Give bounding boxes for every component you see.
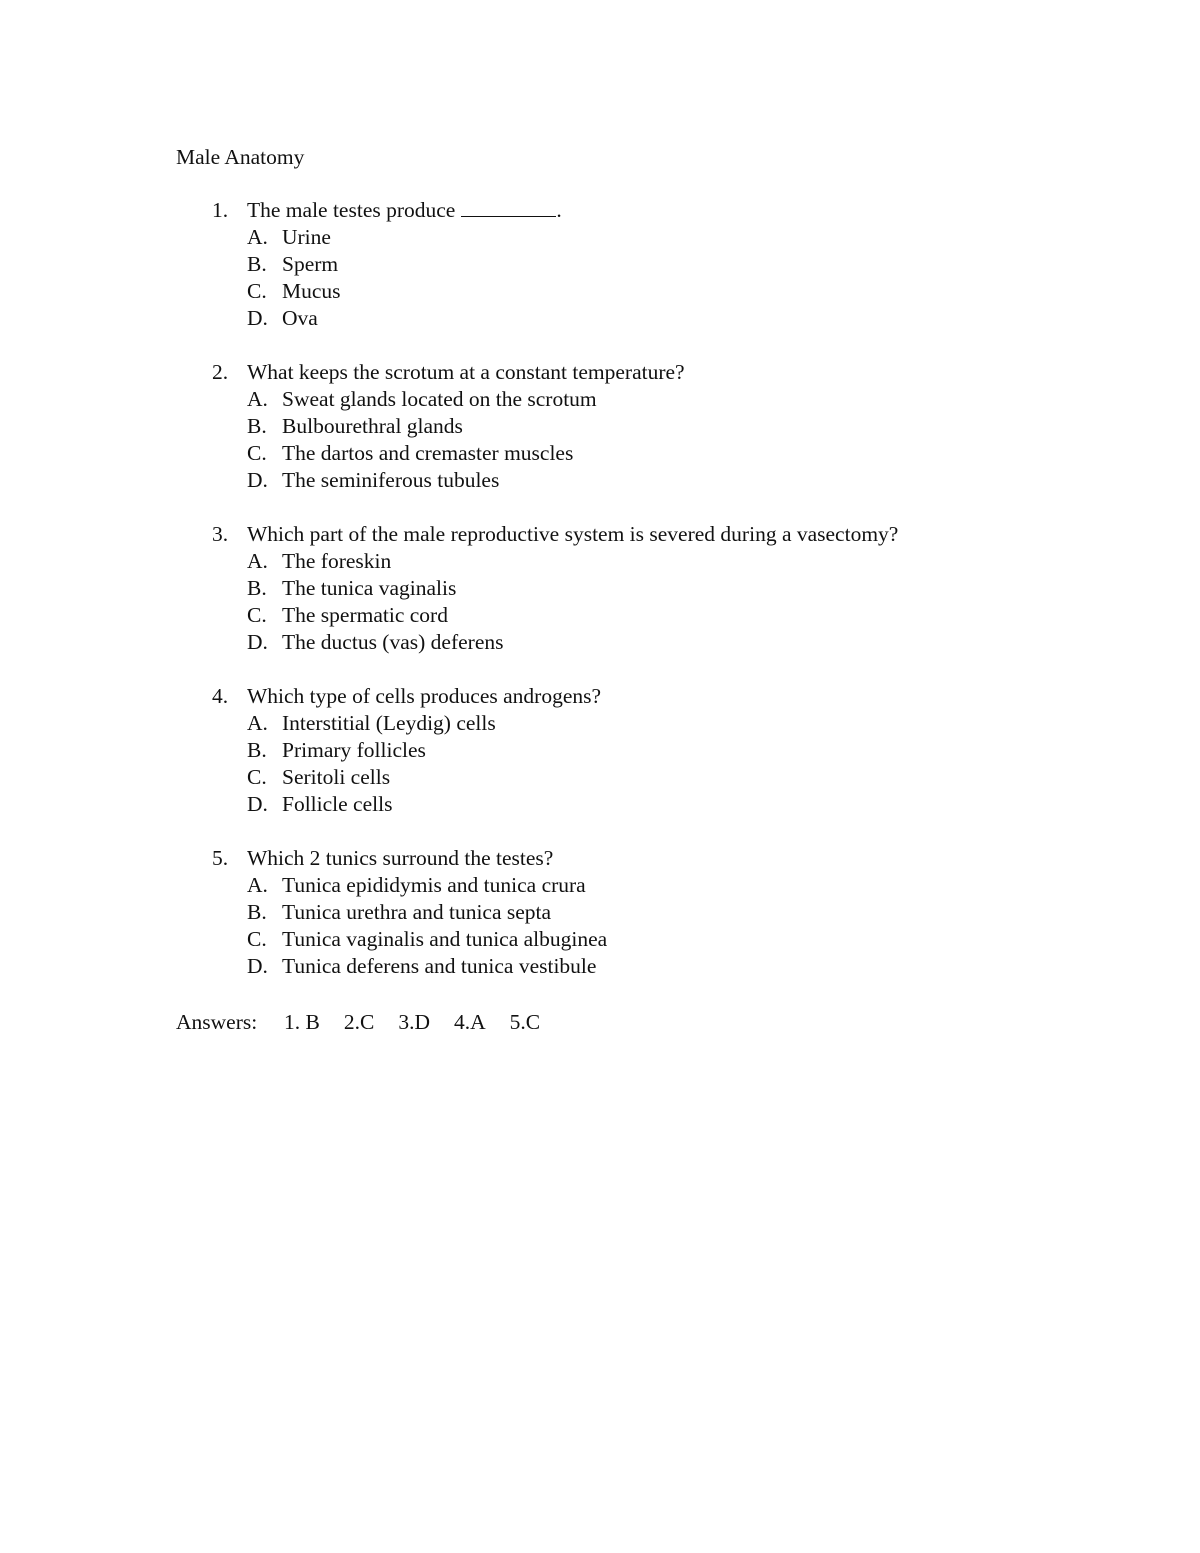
option-text: Ova [282, 306, 318, 330]
question-stem [176, 359, 1076, 386]
option-text: The ductus (vas) deferens [282, 630, 504, 654]
answer-option [176, 791, 1076, 818]
option-text: Follicle cells [282, 792, 393, 816]
question-stem [176, 683, 1076, 710]
answer-option [176, 710, 1076, 737]
question-number: 3. [212, 522, 229, 546]
option-letter: D. [247, 468, 268, 492]
option-letter: B. [247, 900, 267, 924]
answer-option [176, 764, 1076, 791]
option-letter: D. [247, 954, 268, 978]
option-text: The foreskin [282, 549, 392, 573]
fill-in-blank-line [461, 198, 556, 217]
answer-option [176, 548, 1076, 575]
answer-option [176, 386, 1076, 413]
option-text: Sperm [282, 252, 339, 276]
answer-option [176, 602, 1076, 629]
question-text-wrap [247, 197, 562, 224]
question-item [176, 683, 1076, 818]
question-number: 4. [212, 684, 229, 708]
option-letter: D. [247, 792, 268, 816]
question-text-wrap [247, 521, 898, 548]
question-text: Which part of the male reproductive system is severed during a vasectomy? [247, 522, 899, 546]
question-stem [176, 521, 1076, 548]
option-letter: D. [247, 630, 268, 654]
option-letter: A. [247, 711, 268, 735]
answer-option [176, 440, 1076, 467]
answer-option [176, 926, 1076, 953]
question-text: Which type of cells produces androgens? [247, 684, 602, 708]
question-text-wrap [247, 845, 553, 872]
answer-option [176, 305, 1076, 332]
question-item [176, 197, 1076, 332]
option-text: Tunica epididymis and tunica crura [282, 873, 586, 897]
question-item [176, 359, 1076, 494]
option-letter: A. [247, 549, 268, 573]
question-text-wrap [247, 359, 685, 386]
question-number: 5. [212, 846, 229, 870]
answer-item: 5.C [509, 1010, 541, 1034]
option-text: Urine [282, 225, 331, 249]
answer-option [176, 737, 1076, 764]
option-text: Mucus [282, 279, 341, 303]
option-text: Tunica vaginalis and tunica albuginea [282, 927, 608, 951]
option-letter: B. [247, 252, 267, 276]
answer-option [176, 899, 1076, 926]
question-stem [176, 197, 1076, 224]
answer-item: 3.D [398, 1010, 430, 1034]
answer-key [176, 1009, 564, 1036]
question-text: Which 2 tunics surround the testes? [247, 846, 554, 870]
question-item [176, 845, 1076, 980]
option-letter: C. [247, 927, 267, 951]
answer-item: 4.A [453, 1010, 486, 1034]
option-letter: B. [247, 414, 267, 438]
answer-option [176, 872, 1076, 899]
option-text: The tunica vaginalis [282, 576, 457, 600]
answer-option [176, 224, 1076, 251]
question-text: The male testes produce [247, 198, 456, 222]
option-text: The dartos and cremaster muscles [282, 441, 574, 465]
option-letter: A. [247, 225, 268, 249]
answer-option [176, 467, 1076, 494]
option-letter: A. [247, 873, 268, 897]
option-letter: D. [247, 306, 268, 330]
question-number: 1. [212, 198, 229, 222]
answer-key-label: Answers: [176, 1010, 258, 1034]
answer-option [176, 575, 1076, 602]
option-text: Interstitial (Leydig) cells [282, 711, 496, 735]
answer-option [176, 278, 1076, 305]
blank-suffix: . [556, 198, 562, 222]
option-letter: A. [247, 387, 268, 411]
option-letter: C. [247, 279, 267, 303]
answer-option [176, 413, 1076, 440]
option-letter: C. [247, 603, 267, 627]
question-list [176, 197, 1076, 1007]
option-text: The seminiferous tubules [282, 468, 500, 492]
option-text: Sweat glands located on the scrotum [282, 387, 597, 411]
option-text: Primary follicles [282, 738, 426, 762]
option-text: Tunica urethra and tunica septa [282, 900, 552, 924]
question-text: What keeps the scrotum at a constant temperature? [247, 360, 685, 384]
question-item [176, 521, 1076, 656]
option-letter: B. [247, 738, 267, 762]
answer-option [176, 953, 1076, 980]
answer-option [176, 629, 1076, 656]
option-letter: C. [247, 441, 267, 465]
question-text-wrap [247, 683, 601, 710]
answer-option [176, 251, 1076, 278]
document-title: Male Anatomy [176, 145, 305, 169]
answer-item: 2.C [343, 1010, 375, 1034]
question-number: 2. [212, 360, 229, 384]
question-stem [176, 845, 1076, 872]
option-letter: C. [247, 765, 267, 789]
option-text: The spermatic cord [282, 603, 448, 627]
option-letter: B. [247, 576, 267, 600]
option-text: Seritoli cells [282, 765, 391, 789]
option-text: Tunica deferens and tunica vestibule [282, 954, 597, 978]
answer-item: 1. B [284, 1010, 320, 1034]
option-text: Bulbourethral glands [282, 414, 463, 438]
